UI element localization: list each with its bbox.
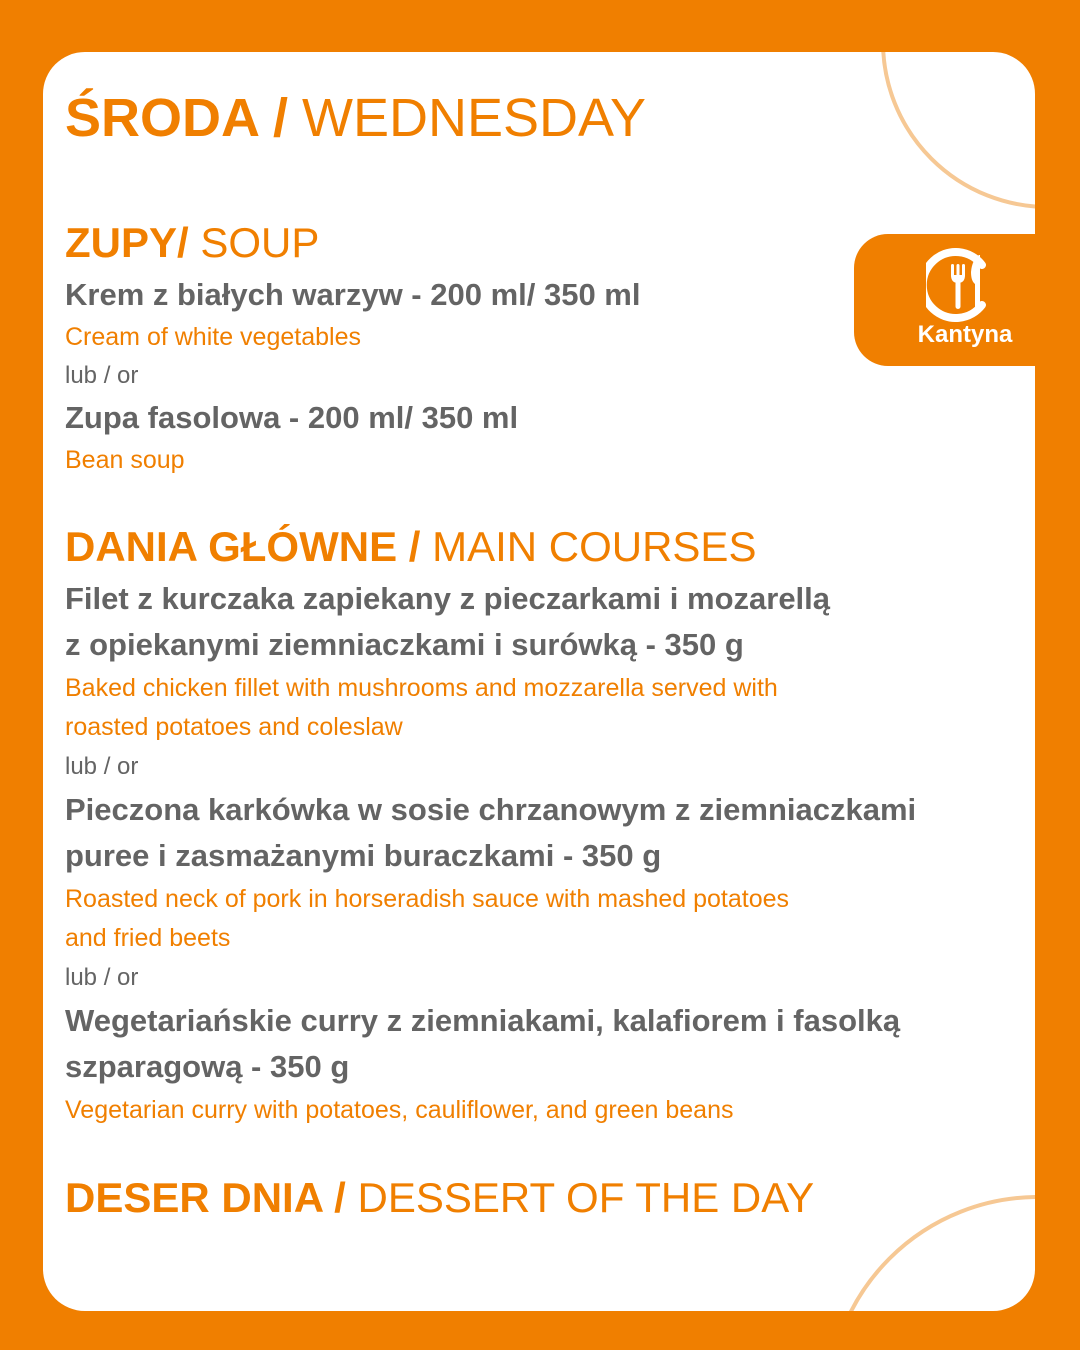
soup-1-name-pl: Krem z białych warzyw - 200 ml/ 350 ml: [65, 277, 641, 312]
top-right-arc: [883, 52, 1035, 207]
main-2-name-pl-line-1: Pieczona karkówka w sosie chrzanowym z ziemniaczkami: [65, 792, 917, 827]
section-title-en: DESSERT OF THE DAY: [345, 1174, 815, 1221]
main-3-name-pl-line-1: Wegetariańskie curry z ziemniakami, kalafiorem i fasolką: [65, 1003, 901, 1038]
soup-2-name-pl: Zupa fasolowa - 200 ml/ 350 ml: [65, 400, 519, 435]
section-title-pl: DESER DNIA /: [65, 1174, 346, 1221]
main-1-name-en-line-1: Baked chicken fillet with mushrooms and mozzarella served with: [65, 674, 778, 702]
day-name-en: WEDNESDAY: [302, 88, 647, 148]
bottom-right-arc: [828, 1197, 1035, 1311]
page-title: [65, 86, 646, 150]
main-3-name-pl-line-2: szparagową - 350 g: [65, 1049, 350, 1084]
mains-section-title: [65, 522, 756, 572]
kantyna-logo-badge: [854, 234, 1035, 366]
main-3-name-en: Vegetarian curry with potatoes, cauliflower, and green beans: [65, 1096, 734, 1124]
day-name-pl: ŚRODA /: [65, 88, 289, 148]
soup-2-name-en: Bean soup: [65, 446, 185, 474]
main-2-name-en-line-1: Roasted neck of pork in horseradish sauce with mashed potatoes: [65, 885, 790, 913]
menu-card: [43, 52, 1035, 1311]
main-2-name-en-line-2: and fried beets: [65, 924, 231, 952]
main-1-name-pl-line-2: z opiekanymi ziemniaczkami i surówką - 350 g: [65, 627, 744, 662]
section-title-en: SOUP: [188, 219, 320, 266]
logo-label: Kantyna: [917, 321, 1013, 348]
section-title-en: MAIN COURSES: [420, 523, 757, 570]
or-separator: lub / or: [65, 753, 139, 780]
dessert-section-title: [65, 1173, 814, 1223]
main-2-name-pl-line-2: puree i zasmażanymi buraczkami - 350 g: [65, 838, 662, 873]
or-separator: lub / or: [65, 964, 139, 991]
soup-1-name-en: Cream of white vegetables: [65, 323, 361, 351]
section-title-pl: DANIA GŁÓWNE /: [65, 523, 421, 570]
main-1-name-pl-line-1: Filet z kurczaka zapiekany z pieczarkami i mozarellą: [65, 581, 831, 616]
fork-knife-plate-icon: [926, 248, 1002, 322]
soups-section-title: [65, 218, 319, 268]
main-1-name-en-line-2: roasted potatoes and coleslaw: [65, 713, 403, 741]
or-separator: lub / or: [65, 362, 139, 389]
section-title-pl: ZUPY/: [65, 219, 189, 266]
